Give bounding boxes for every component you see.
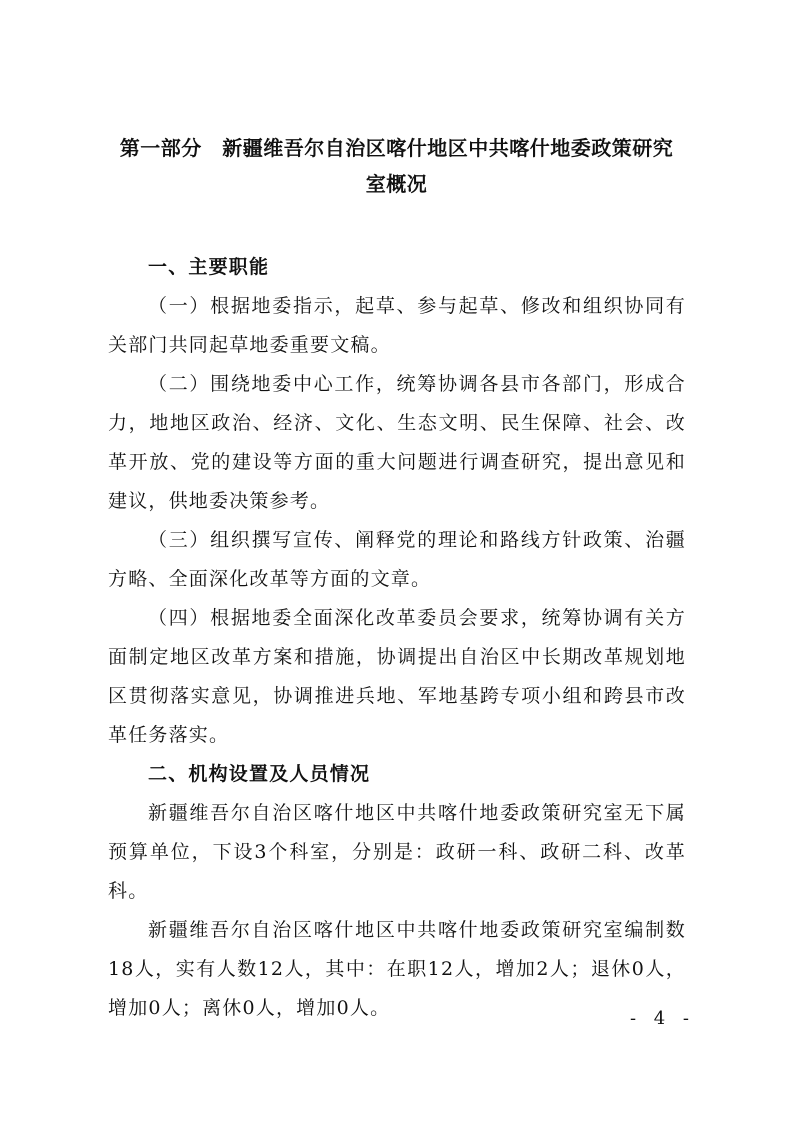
organization-paragraph-1: 新疆维吾尔自治区喀什地区中共喀什地委政策研究室无下属预算单位，下设3个科室，分别是：政研一科、政研二科、改革科。: [108, 802, 686, 902]
title-line-1: 第一部分 新疆维吾尔自治区喀什地区中共喀什地委政策研究: [119, 136, 674, 160]
organization-paragraph-2: 新疆维吾尔自治区喀什地区中共喀什地委政策研究室编制数18人，实有人数12人，其中：在职12人，增加2人；退休0人，增加0人；离休0人，增加0人。: [108, 919, 686, 1019]
page-title: [100, 130, 693, 202]
function-paragraph-1: （一）根据地委指示，起草、参与起草、修改和组织协同有关部门共同起草地委重要文稿。: [108, 295, 686, 356]
function-paragraph-2: （二）围绕地委中心工作，统筹协调各县市各部门，形成合力，地地区政治、经济、文化、生态文明、民生保障、社会、改革开放、党的建设等方面的重大问题进行调查研究，提出意见和建议，供地委决策参考。: [108, 373, 686, 512]
section-heading-organization: 二、机构设置及人员情况: [148, 763, 371, 785]
title-line-2: 室概况: [365, 172, 428, 196]
document-body: [108, 248, 686, 1028]
function-paragraph-3: （三）组织撰写宣传、阐释党的理论和路线方针政策、治疆方略、全面深化改革等方面的文章。: [108, 529, 686, 590]
page-number: - 4 -: [629, 1008, 695, 1029]
function-paragraph-4: （四）根据地委全面深化改革委员会要求，统筹协调有关方面制定地区改革方案和措施，协调提出自治区中长期改革规划地区贯彻落实意见，协调推进兵地、军地基跨专项小组和跨县市改革任务落实。: [108, 607, 686, 746]
section-heading-main-functions: 一、主要职能: [148, 256, 270, 278]
